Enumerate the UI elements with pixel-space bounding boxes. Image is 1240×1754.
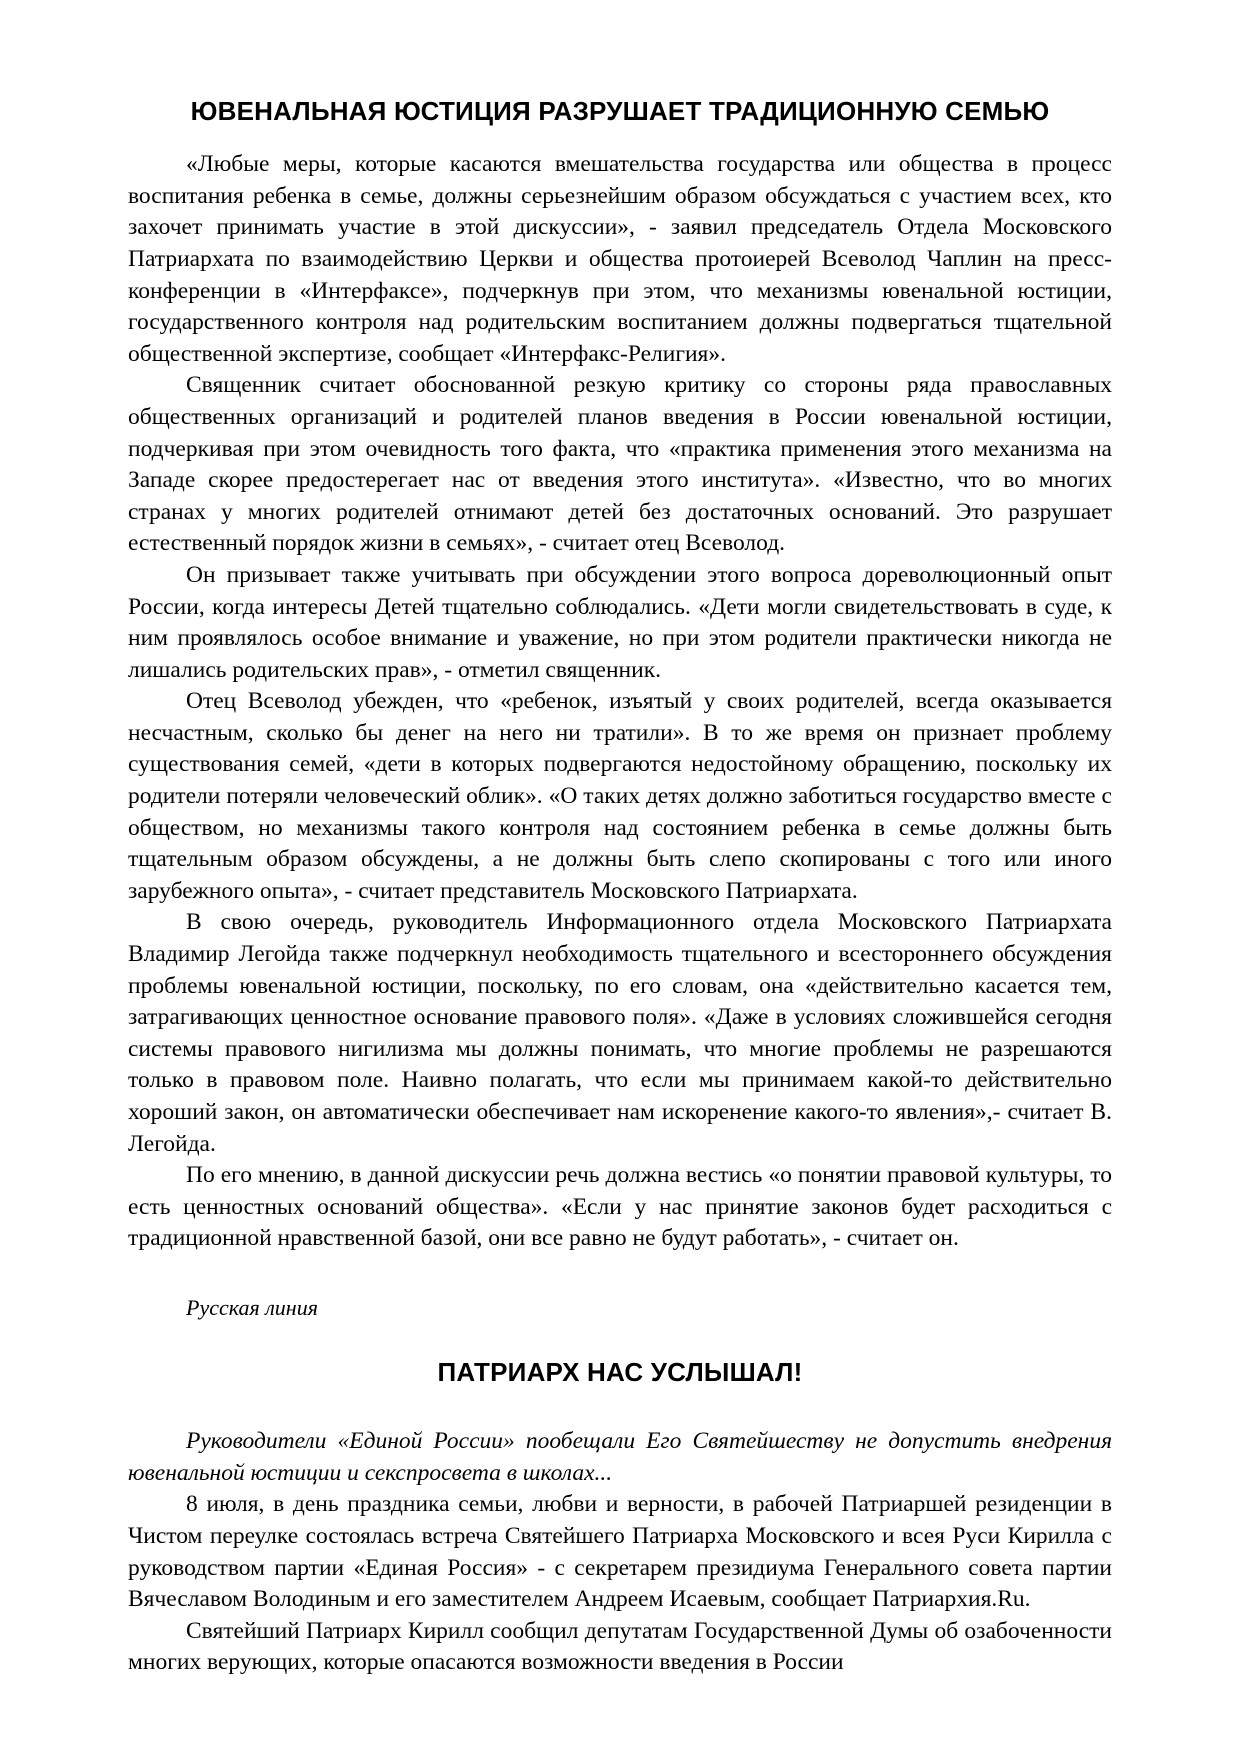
article-1-paragraph-2: Священник считает обоснованной резкую критику со стороны ряда православных общественных организаций и родителей планов введения в России ювенальной юстиции, подчеркивая при этом очевидность того факта, что «практика применения этого механизма на Западе скорее предостерегает нас от введения этого института». «Известно, что во многих странах у многих родителей отнимают детей без достаточных оснований. Это разрушает естественный порядок жизни в семьях», - считает отец Всеволод. <box>128 372 1112 557</box>
article-1-paragraph-1: «Любые меры, которые касаются вмешательства государства или общества в процесс воспитания ребенка в семье, должны серьезнейшим образом обсуждаться с участием всех, кто захочет принимать участие в этой дискуссии», - заявил председатель Отдела Московского Патриархата по взаимодействию Церкви и общества протоиерей Всеволод Чаплин на пресс-конференции в «Интерфаксе», подчеркнув при этом, что механизмы ювенальной юстиции, государственного контроля над родительским воспитанием должны подвергаться тщательной общественной экспертизе, сообщает «Интерфакс-Религия». <box>128 151 1112 367</box>
spacer-after-headline-2 <box>128 1388 1112 1426</box>
article-1-paragraph-6: По его мнению, в данной дискуссии речь должна вестись «о понятии правовой культуры, то есть ценностных оснований общества». «Если у нас принятие законов будет расходиться с традиционной нравственной базой, они все равно не будут работать», - считает он. <box>128 1162 1112 1252</box>
article-1-headline: ЮВЕНАЛЬНАЯ ЮСТИЦИЯ РАЗРУШАЕТ ТРАДИЦИОННУЮ СЕМЬЮ <box>190 96 1050 126</box>
article-2-lead: Руководители «Единой России» пообещали Его Святейшеству не допустить внедрения ювенальной юстиции и секспросвета в школах... <box>128 1428 1112 1486</box>
article-1-attribution: Русская линия <box>186 1294 318 1320</box>
article-1-paragraph-5: В свою очередь, руководитель Информационного отдела Московского Патриархата Владимир Легойда также подчеркнул необходимость тщательного и всестороннего обсуждения проблемы ювенальной юстиции, поскольку, по его словам, она «действительно касается тем, затрагивающих ценностное основание правового поля». «Даже в условиях сложившейся сегодня системы правового нигилизма мы должны понимать, что многие проблемы не разрешаются только в правовом поле. Наивно полагать, что если мы принимаем какой-то действительно хороший закон, он автоматически обеспечивает нам искоренение какого-то явления»,- считает В. Легойда. <box>128 909 1112 1157</box>
article-1-paragraph-4: Отец Всеволод убежден, что «ребенок, изъятый у своих родителей, всегда оказывается несчастным, сколько бы денег на него ни тратили». В то же время он признает проблему существования семей, «дети в которых подвергаются недостойному обращению, поскольку их родители потеряли человеческий облик». «О таких детях должно заботиться государство вместе с обществом, но механизмы такого контроля над состоянием ребенка в семье должны быть тщательным образом обсуждены, а не должны быть слепо скопированы с того или иного зарубежного опыта», - считает представитель Московского Патриархата. <box>128 688 1112 904</box>
spacer-after-attribution <box>128 1321 1112 1357</box>
article-2-paragraph-1: 8 июля, в день праздника семьи, любви и верности, в рабочей Патриаршей резиденции в Чистом переулке состоялась встреча Святейшего Патриарха Московского и всея Руси Кирилла с руководством партии «Единая Россия» - с секретарем президиума Генерального совета партии Вячеславом Володиным и его заместителем Андреем Исаевым, сообщает Патриархия.Ru. <box>128 1491 1112 1613</box>
page-content <box>128 96 1112 1679</box>
spacer-before-attribution <box>128 1255 1112 1295</box>
article-2-headline: ПАТРИАРХ НАС УСЛЫШАЛ! <box>437 1356 803 1387</box>
article-1-paragraph-3: Он призывает также учитывать при обсуждении этого вопроса дореволюционный опыт России, когда интересы Детей тщательно соблюдались. «Дети могли свидетельствовать в суде, к ним проявлялось особое внимание и уважение, но при этом родители практически никогда не лишались родительских прав», - отметил священник. <box>128 561 1112 683</box>
article-2-paragraph-2: Святейший Патриарх Кирилл сообщил депутатам Государственной Думы об озабоченности многих верующих, которые опасаются возможности введения в России <box>128 1617 1112 1676</box>
